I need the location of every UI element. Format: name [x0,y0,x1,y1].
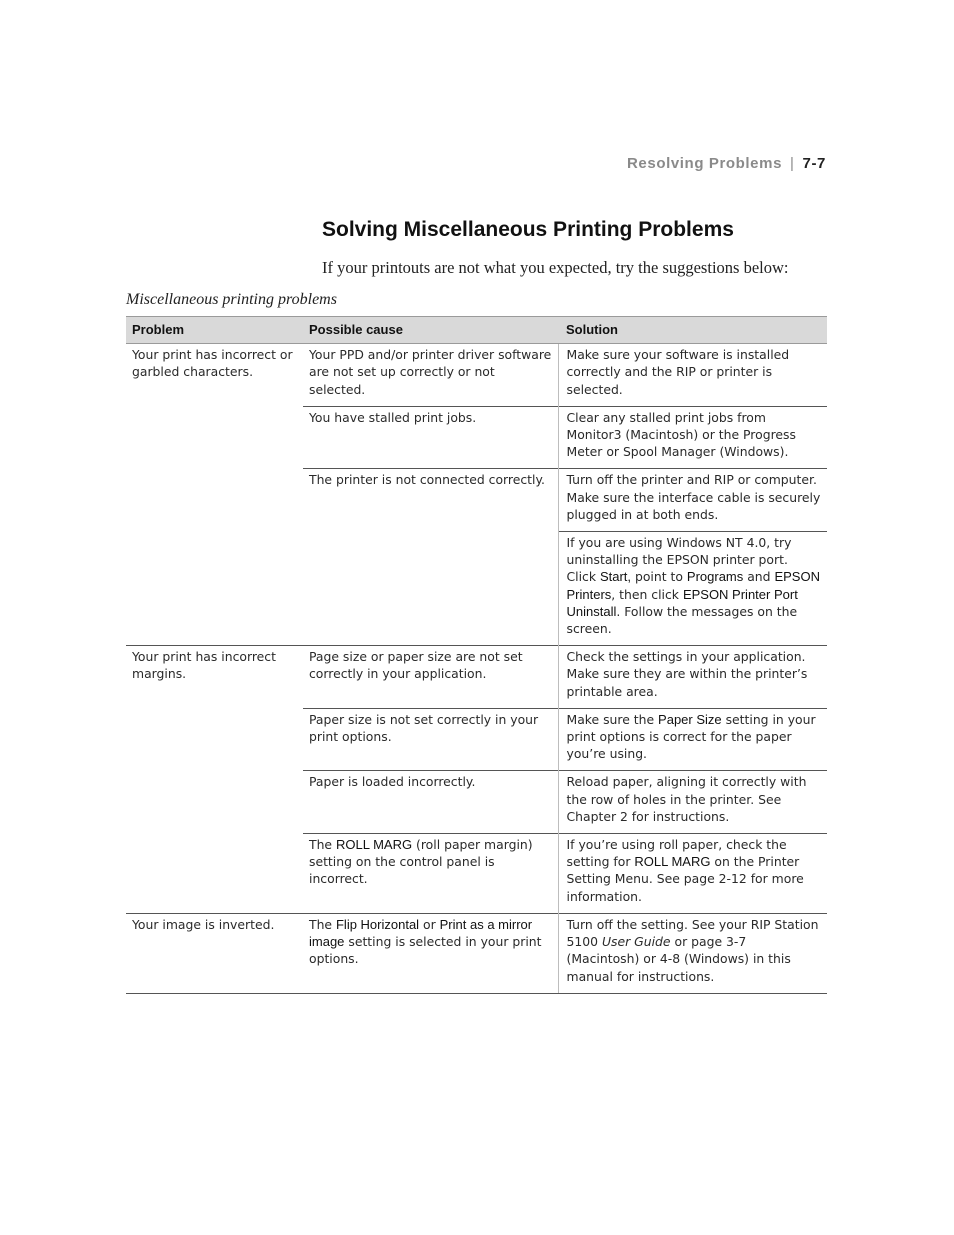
section-name: Resolving Problems [627,155,783,172]
header-problem: Problem [126,317,303,344]
solution-text: and [743,569,775,585]
table-row [126,344,827,407]
solution-cell: Turn off the printer and RIP or computer. Make sure the interface cable is securely plugged in at both ends. [558,469,827,532]
solution-text: , then click [611,586,683,602]
table-row [126,913,827,993]
ui-term-roll-marg: ROLL MARG [634,854,711,870]
solution-text: Turn off the setting. See your RIP Station 5100 [566,916,819,950]
cause-cell: Paper size is not set correctly in your print options. [303,708,558,771]
ui-term-start: Start, [599,569,632,585]
table-header-row [126,317,827,344]
running-header [627,155,826,172]
solution-text: Make sure the [566,711,659,727]
page-number: 7-7 [802,155,826,172]
page-title: Solving Miscellaneous Printing Problems [322,218,734,241]
cause-cell: Your PPD and/or printer driver software are not set up correctly or not selected. [303,344,558,407]
ui-term-flip-horizontal: Flip Horizontal [335,916,420,932]
cause-text: The [309,837,336,853]
solution-cell: Reload paper, aligning it correctly with the row of holes in the printer. See Chapter 2 for instructions. [558,771,827,834]
header-cause: Possible cause [303,317,558,344]
cause-cell: You have stalled print jobs. [303,406,558,469]
table-caption: Miscellaneous printing problems [126,291,337,308]
problems-table [126,316,827,994]
cause-cell: Page size or paper size are not set correctly in your application. [303,646,558,709]
solution-text: If you’re using roll paper, check the setting for [566,837,787,870]
cause-cell [303,913,558,993]
solution-text: on the Printer Setting Menu. See page 2-12 for more information. [566,854,804,904]
solution-text: . Follow the messages on the screen. [566,603,798,637]
solution-cell: Check the settings in your application. Make sure they are within the printer’s printable area. [558,646,827,709]
solution-text: If you are using Windows NT 4.0, try uninstalling the EPSON printer port. Click [566,535,792,585]
solution-cell [558,708,827,771]
ui-term-paper-size: Paper Size [658,711,722,727]
solution-cell: Make sure your software is installed correctly and the RIP or printer is selected. [558,344,827,407]
ui-term-port-uninstall: EPSON Printer Port Uninstall [566,586,798,619]
solution-text: setting in your print options is correct for the paper you’re using. [566,711,816,762]
ui-term-programs: Programs [686,569,744,585]
ui-term-roll-marg: ROLL MARG [335,837,413,853]
header-solution: Solution [558,317,827,344]
solution-cell [558,913,827,993]
cause-cell [303,834,558,914]
cause-text: setting is selected in your print options. [309,934,542,967]
cause-cell: The printer is not connected correctly. [303,469,558,646]
cause-text: or [419,916,440,932]
intro-paragraph: If your printouts are not what you expected, try the suggestions below: [322,258,789,277]
header-separator: | [790,155,795,172]
cause-cell: Paper is loaded incorrectly. [303,771,558,834]
ui-term-mirror-image: Print as a mirror image [309,916,533,950]
table-row [126,646,827,709]
solution-text: point to [631,569,687,585]
cause-text: The [309,916,336,932]
problem-cell: Your image is inverted. [126,913,303,993]
solution-cell [558,532,827,646]
problem-cell: Your print has incorrect or garbled characters. [126,344,303,646]
ui-term-epson-printers: EPSON Printers [566,569,820,602]
solution-cell [558,834,827,914]
book-title: User Guide [601,934,671,950]
problem-cell: Your print has incorrect margins. [126,646,303,914]
solution-text: or page 3-7 (Macintosh) or 4-8 (Windows) in this manual for instructions. [566,934,791,984]
cause-text: (roll paper margin) setting on the control panel is incorrect. [309,837,533,887]
solution-cell: Clear any stalled print jobs from Monitor3 (Macintosh) or the Progress Meter or Spool Manager (Windows). [558,406,827,469]
